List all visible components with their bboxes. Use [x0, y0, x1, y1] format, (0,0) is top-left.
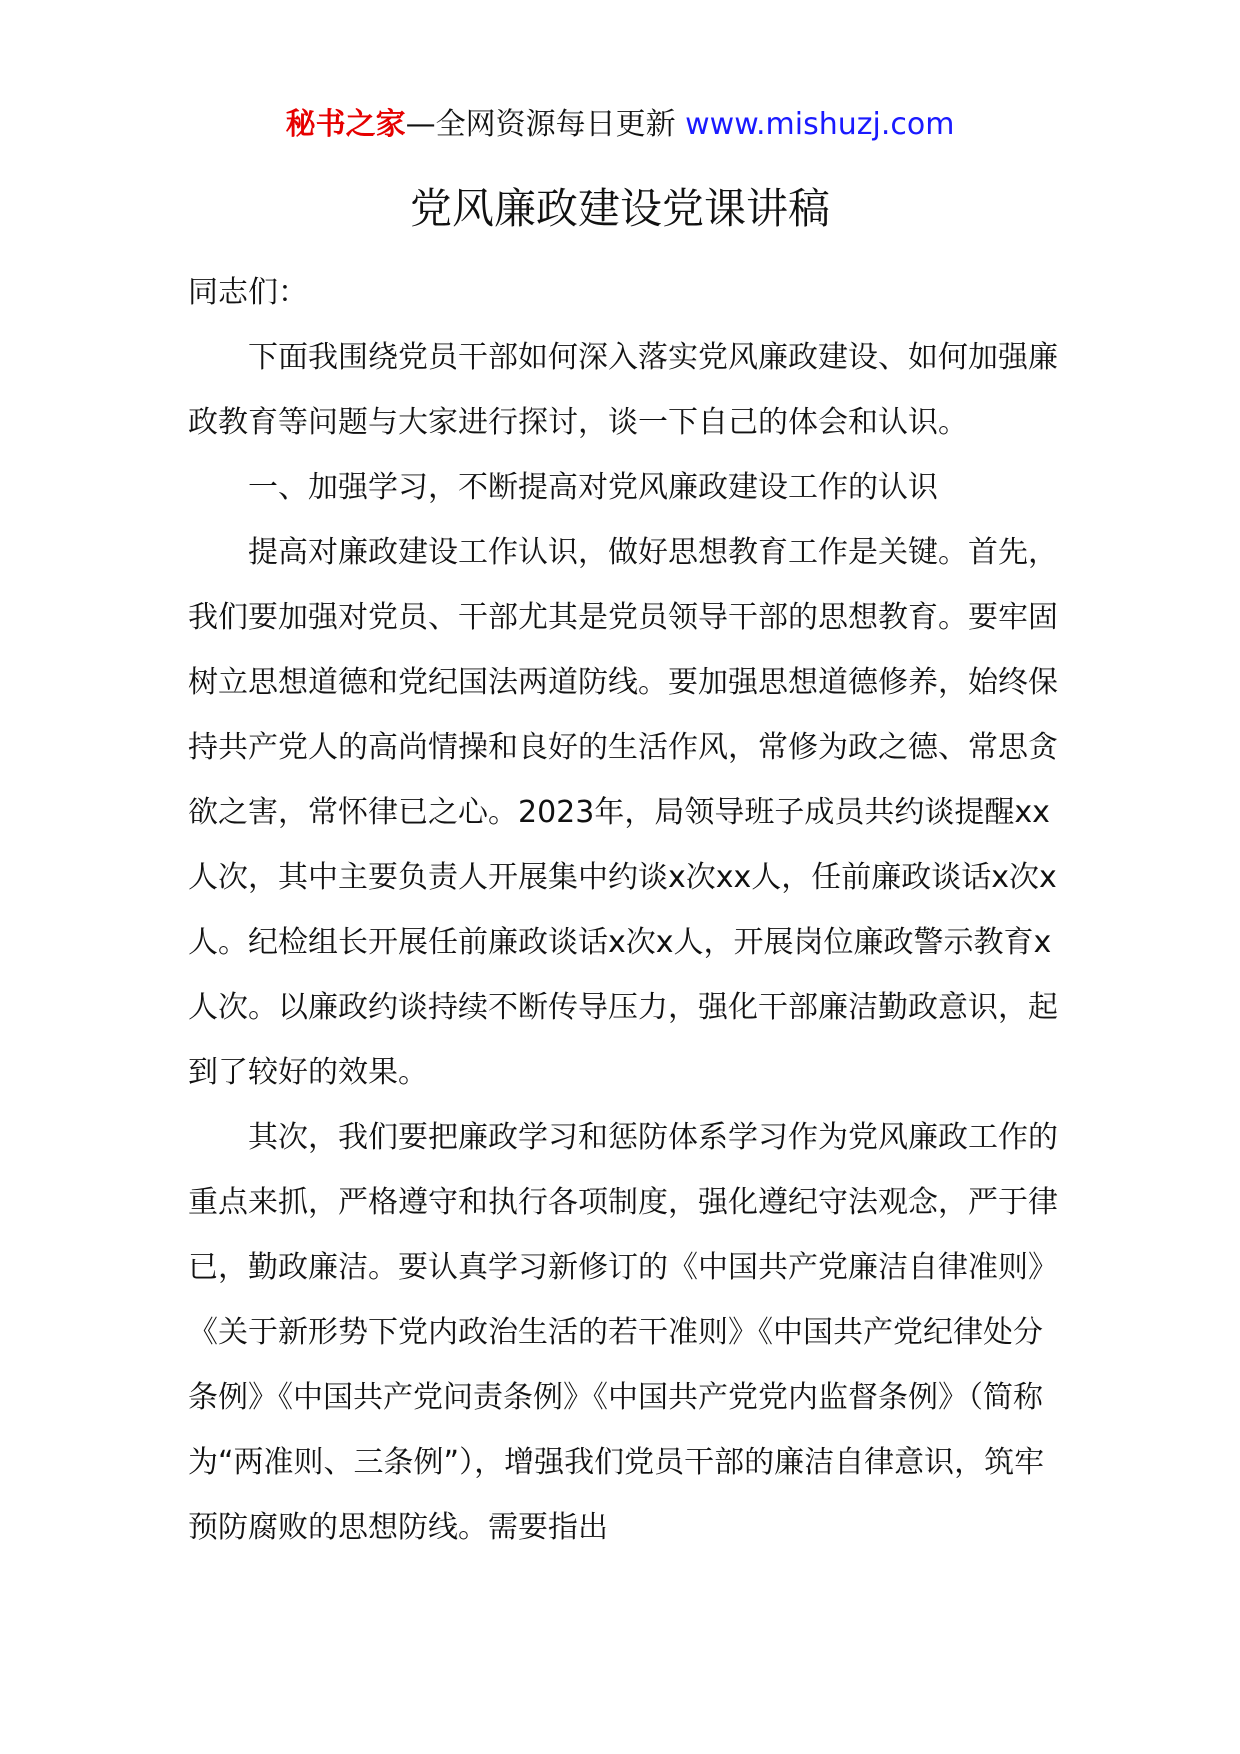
document-title: 党风廉政建设党课讲稿 [409, 184, 830, 233]
paragraph: 提高对廉政建设工作认识，做好思想教育工作是关键。首先，我们要加强对党员、干部尤其是党员领导干部的思想教育。要牢固树立思想道德和党纪国法两道防线。要加强思想道德修养，始终保持共产党人的高尚情操和良好的生活作风，常修为政之德、常思贪欲之害，常怀律已之心。2023年，局领导班子成员共约谈提醒xx人次，其中主要负责人开展集中约谈x次xx人，任前廉政谈话x次x人。纪检组长开展任前廉政谈话x次x人，开展岗位廉政警示教育x人次。以廉政约谈持续不断传导压力，强化干部廉洁勤政意识，起到了较好的效果。 [188, 535, 1058, 1090]
paragraph: 下面我围绕党员干部如何深入落实党风廉政建设、如何加强廉政教育等问题与大家进行探讨，谈一下自己的体会和认识。 [188, 340, 1058, 440]
site-slogan: —全网资源每日更新 [405, 107, 686, 142]
paragraph: 其次，我们要把廉政学习和惩防体系学习作为党风廉政工作的重点来抓，严格遵守和执行各项制度，强化遵纪守法观念，严于律已，勤政廉洁。要认真学习新修订的《中国共产党廉洁自律准则》《关于新形势下党内政治生活的若干准则》《中国共产党纪律处分条例》《中国共产党问责条例》《中国共产党党内监督条例》（简称为“两准则、三条例”），增强我们党员干部的廉洁自律意识，筑牢预防腐败的思想防线。需要指出 [188, 1120, 1058, 1545]
section-heading: 一、加强学习，不断提高对党风廉政建设工作的认识 [248, 470, 938, 505]
site-url: www.mishuzj.com [685, 107, 955, 142]
site-header [0, 100, 1240, 150]
site-brand: 秘书之家 [285, 107, 406, 142]
salutation: 同志们： [188, 275, 308, 310]
document-body [188, 260, 1060, 1560]
